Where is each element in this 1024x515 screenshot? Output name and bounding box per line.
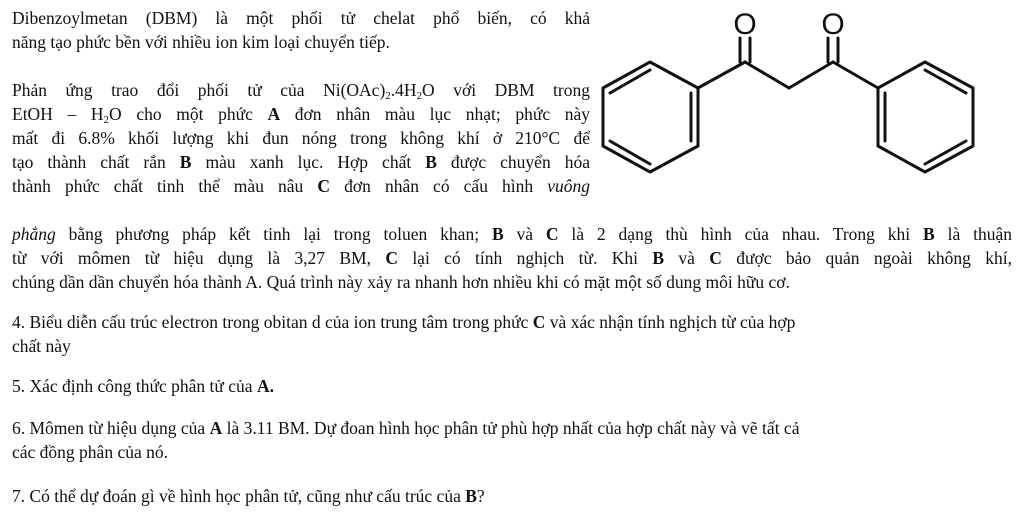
reaction-line-5: thành phức chất tinh thể màu nâu C đơn nhân có cấu hình vuông bbox=[12, 176, 591, 196]
reaction-line-1: Phản ứng trao đổi phối tử của $Ni(OAc)_2.4H_2O$ với DBM trong bbox=[12, 80, 590, 102]
allotrope-line-3: chúng dần dần chuyển hóa thành A. Quá trình này xảy ra nhanh hơn nhiều khi có mặt một số dung môi hữu cơ. bbox=[12, 272, 790, 292]
question-5: 5. Xác định công thức phân tử của A. bbox=[12, 376, 274, 396]
intro-line-1: Dibenzoylmetan (DBM) là một phối tử chelat phổ biến, có khả bbox=[12, 8, 590, 28]
bond-carbonyl-right-to-ring bbox=[833, 62, 878, 88]
question-7: 7. Có thể dự đoán gì về hình học phân tử, cũng như cấu trúc của B? bbox=[12, 486, 485, 506]
allotrope-paragraph bbox=[12, 222, 1012, 294]
reaction-line-2: EtOH – $H_2O$ cho một phức A đơn nhân màu lục nhạt; phức này bbox=[12, 104, 590, 126]
intro-line-2: năng tạo phức bền với nhiều ion kim loại chuyển tiếp. bbox=[12, 32, 390, 52]
right-phenyl-ring bbox=[878, 62, 973, 172]
intro-paragraph bbox=[12, 6, 590, 54]
dibenzoylmethane-structure bbox=[600, 8, 1010, 208]
reaction-paragraph bbox=[12, 78, 590, 198]
allotrope-line-2: từ với mômen từ hiệu dụng là 3,27 BM, C lại có tính nghịch từ. Khi B và C được bảo quản ngoài không khí, bbox=[12, 248, 1012, 268]
reaction-line-3: mất đi 6.8% khối lượng khi đun nóng trong không khí ở 210°C để bbox=[12, 128, 590, 148]
left-phenyl-ring bbox=[603, 62, 698, 172]
oxygen-atom-right: O bbox=[821, 8, 845, 41]
bond-ring-to-carbonyl-left bbox=[698, 62, 745, 88]
oxygen-atom-left: O bbox=[733, 8, 757, 41]
bond-ch2-to-carbonyl-right bbox=[789, 62, 833, 88]
reaction-line-4: tạo thành chất rắn B màu xanh lục. Hợp chất B được chuyển hóa bbox=[12, 152, 590, 172]
question-4: 4. Biểu diễn cấu trúc electron trong obitan d của ion trung tâm trong phức C và xác nhận tính nghịch từ của hợp chất này bbox=[12, 312, 796, 356]
bond-carbonyl-left-to-ch2 bbox=[745, 62, 789, 88]
question-6: 6. Mômen từ hiệu dụng của A là 3.11 BM. Dự đoan hình học phân tử phù hợp nhất của hợp chất này và vẽ tất cả các đồng phân của nó. bbox=[12, 418, 800, 462]
allotrope-line-1: phẳng bằng phương pháp kết tinh lại trong toluen khan; B và C là 2 dạng thù hình của nhau. Trong khi B là thuận bbox=[12, 224, 1012, 244]
